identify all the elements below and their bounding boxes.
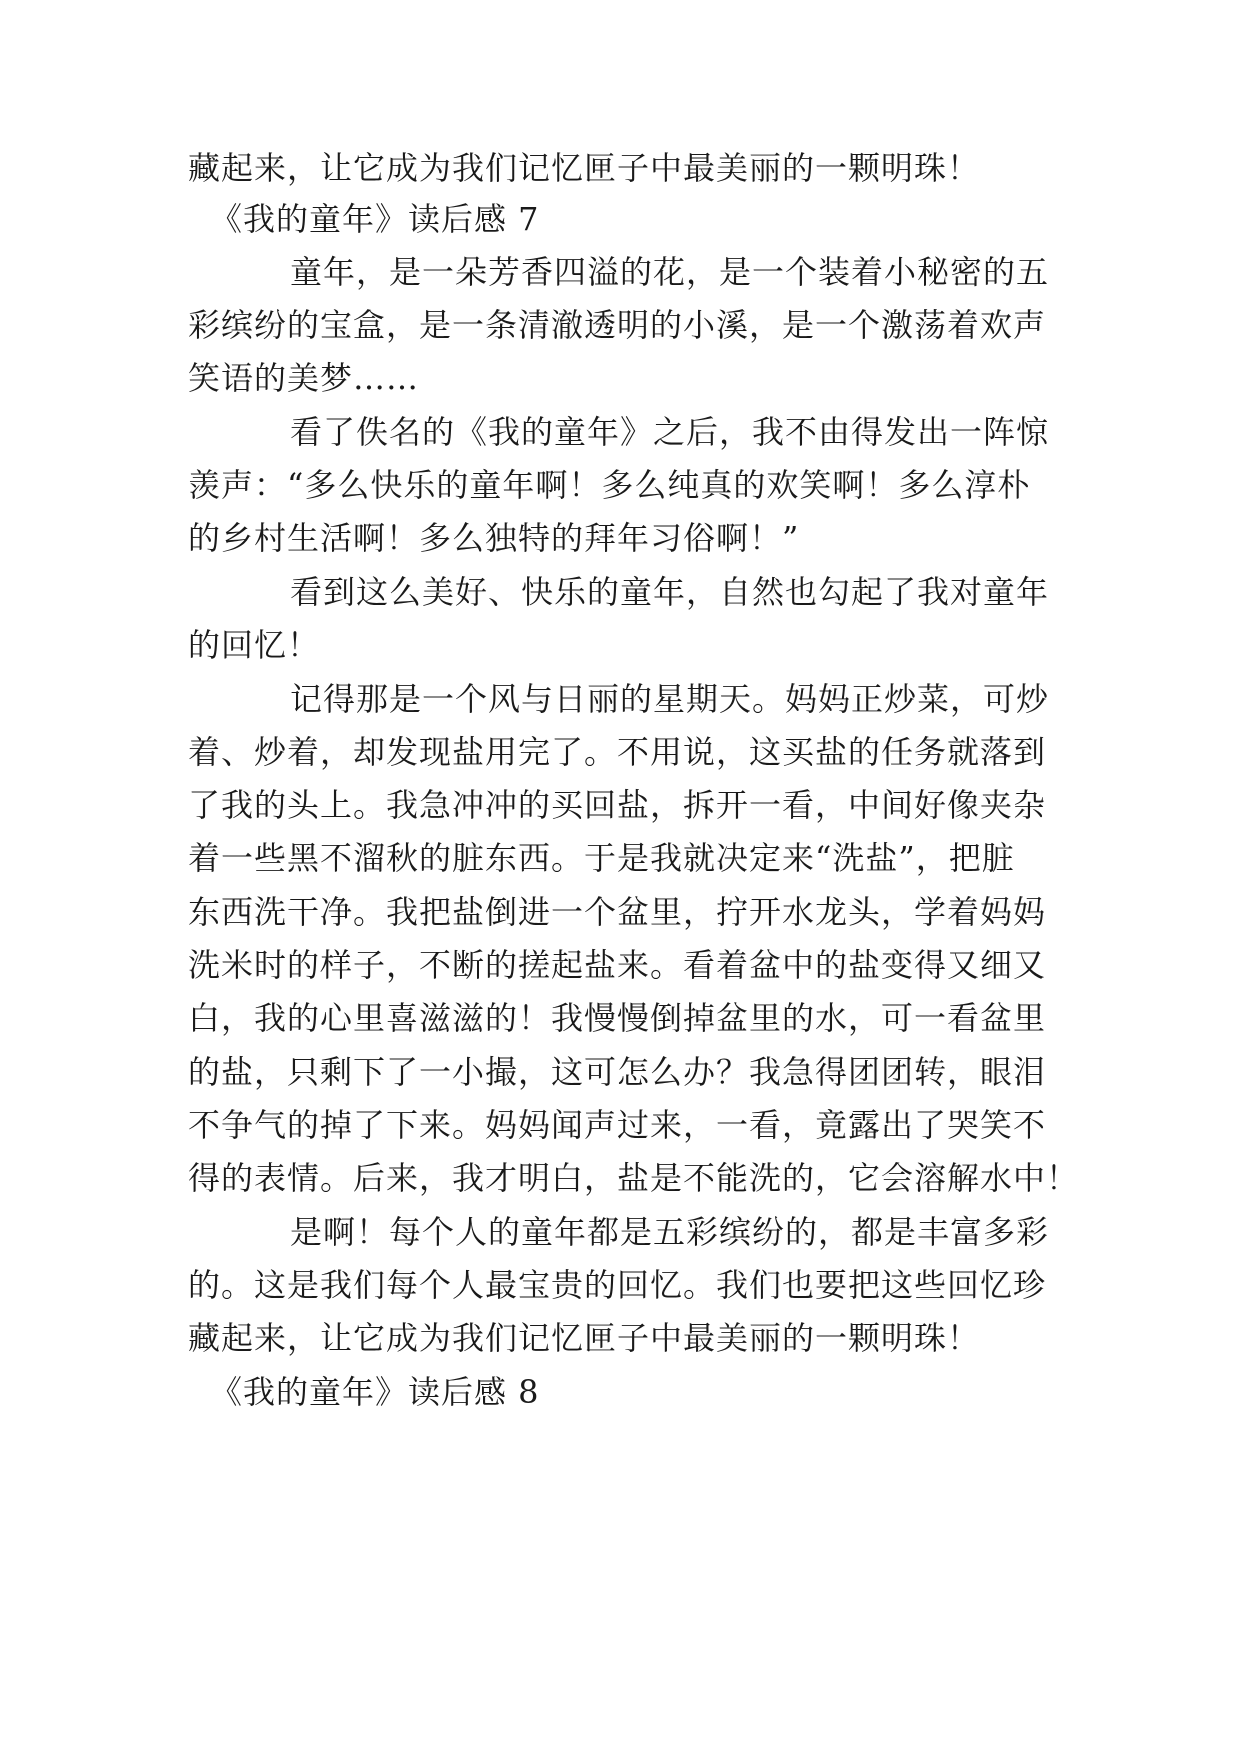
paragraph-4-line-4: 着一些黑不溜秋的脏东西。于是我就决定来“洗盐”，把脏 <box>188 839 1015 877</box>
paragraph-2-line-1: 看了佚名的《我的童年》之后，我不由得发出一阵惊 <box>290 413 1050 451</box>
paragraph-2-line-3: 的乡村生活啊！多么独特的拜年习俗啊！” <box>188 519 800 557</box>
paragraph-5-line-2: 的。这是我们每个人最宝贵的回忆。我们也要把这些回忆珍 <box>188 1266 1047 1304</box>
carry-over-line: 藏起来，让它成为我们记忆匣子中最美丽的一颗明珠！ <box>188 149 981 187</box>
paragraph-4-line-3: 了我的头上。我急冲冲的买回盐，拆开一看，中间好像夹杂 <box>188 786 1047 824</box>
paragraph-3-line-2: 的回忆！ <box>188 626 321 664</box>
paragraph-3-line-1: 看到这么美好、快乐的童年，自然也勾起了我对童年 <box>290 573 1050 611</box>
section-heading-8: 《我的童年》读后感 8 <box>210 1373 540 1411</box>
paragraph-5-line-3: 藏起来，让它成为我们记忆匣子中最美丽的一颗明珠！ <box>188 1319 981 1357</box>
paragraph-2-line-2: 羡声：“多么快乐的童年啊！多么纯真的欢笑啊！多么淳朴 <box>188 466 1031 504</box>
paragraph-4-line-2: 着、炒着，却发现盐用完了。不用说，这买盐的任务就落到 <box>188 733 1047 771</box>
paragraph-1-line-3: 笑语的美梦…… <box>188 359 420 397</box>
paragraph-4-line-1: 记得那是一个风与日丽的星期天。妈妈正炒菜，可炒 <box>290 680 1050 718</box>
paragraph-1-line-2: 彩缤纷的宝盒，是一条清澈透明的小溪，是一个激荡着欢声 <box>188 306 1047 344</box>
paragraph-4-line-6: 洗米时的样子，不断的搓起盐来。看着盆中的盐变得又细又 <box>188 946 1047 984</box>
paragraph-4-line-9: 不争气的掉了下来。妈妈闻声过来，一看，竟露出了哭笑不 <box>188 1106 1047 1144</box>
paragraph-1-line-1: 童年，是一朵芳香四溢的花，是一个装着小秘密的五 <box>290 253 1050 291</box>
paragraph-4-line-7: 白，我的心里喜滋滋的！我慢慢倒掉盆里的水，可一看盆里 <box>188 999 1047 1037</box>
paragraph-5-line-1: 是啊！每个人的童年都是五彩缤纷的，都是丰富多彩 <box>290 1213 1050 1251</box>
section-heading-7: 《我的童年》读后感 7 <box>210 200 540 238</box>
paragraph-4-line-5: 东西洗干净。我把盐倒进一个盆里，拧开水龙头，学着妈妈 <box>188 893 1047 931</box>
paragraph-4-line-10: 得的表情。后来，我才明白，盐是不能洗的，它会溶解水中！ <box>188 1159 1080 1197</box>
paragraph-4-line-8: 的盐，只剩下了一小撮，这可怎么办？我急得团团转，眼泪 <box>188 1053 1047 1091</box>
